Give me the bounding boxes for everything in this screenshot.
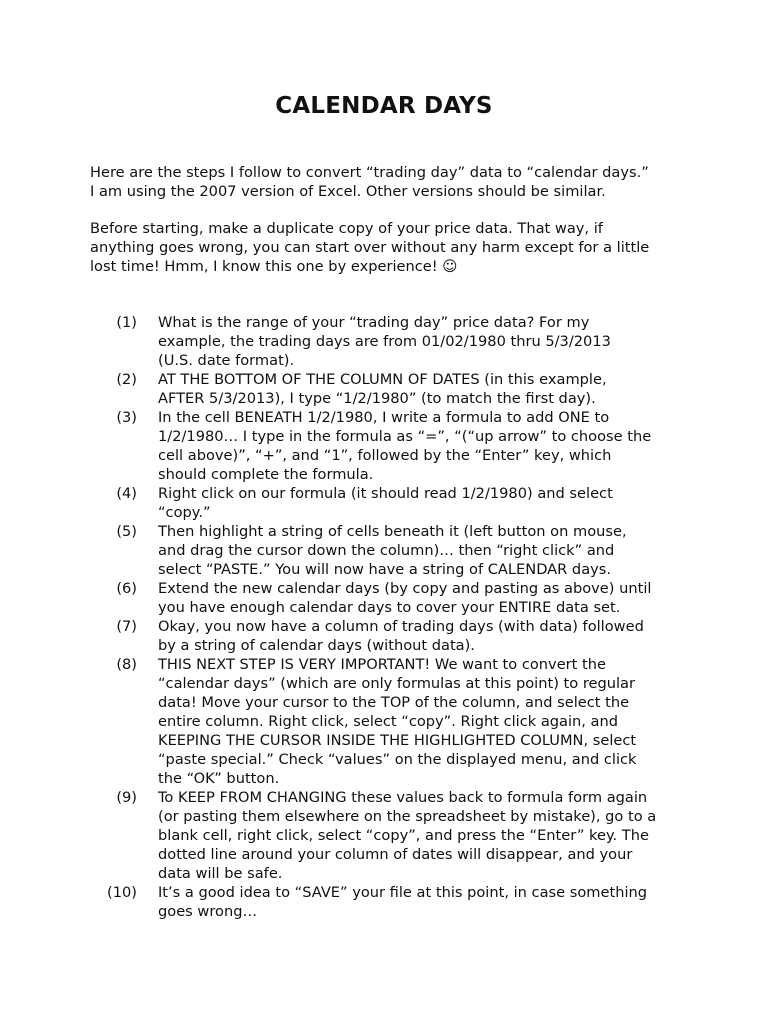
- step-item: [90, 579, 700, 617]
- text-line: Here are the steps I follow to convert “trading day” data to “calendar days.”: [90, 164, 649, 181]
- text-line: It’s a good idea to “SAVE” your file at this point, in case something: [158, 884, 648, 901]
- text-line: goes wrong…: [158, 903, 258, 920]
- step-number: (1): [116, 314, 137, 331]
- text-line: To KEEP FROM CHANGING these values back to formula form again: [158, 789, 648, 806]
- text-line: AT THE BOTTOM OF THE COLUMN OF DATES (in this example,: [158, 371, 607, 388]
- text-line: What is the range of your “trading day” price data? For my: [158, 314, 590, 331]
- step-item: [90, 484, 700, 522]
- text-line: cell above)”, “+”, and “1”, followed by the “Enter” key, which: [158, 447, 612, 464]
- intro-paragraph: [90, 163, 690, 201]
- step-item: [90, 617, 700, 655]
- step-text: [158, 313, 700, 370]
- text-line: data! Move your cursor to the TOP of the column, and select the: [158, 694, 630, 711]
- step-text: [158, 883, 700, 921]
- page-title: CALENDAR DAYS: [275, 93, 493, 119]
- step-text: [158, 522, 700, 579]
- step-item: [90, 883, 700, 921]
- text-line: entire column. Right click, select “copy”. Right click again, and: [158, 713, 619, 730]
- backup-paragraph: [90, 219, 690, 276]
- text-line: I am using the 2007 version of Excel. Other versions should be similar.: [90, 183, 606, 200]
- step-number: (9): [116, 789, 137, 806]
- text-line: “calendar days” (which are only formulas at this point) to regular: [158, 675, 635, 692]
- text-line: 1/2/1980… I type in the formula as “=”, “(“up arrow” to choose the: [158, 428, 652, 445]
- step-number: (2): [116, 371, 137, 388]
- step-number: (6): [116, 580, 137, 597]
- steps-list: [90, 313, 700, 921]
- text-line: “copy.”: [158, 504, 211, 521]
- text-line: KEEPING THE CURSOR INSIDE THE HIGHLIGHTED COLUMN, select: [158, 732, 637, 749]
- step-item: [90, 313, 700, 370]
- step-text: [158, 408, 700, 484]
- step-text: [158, 370, 700, 408]
- text-line: (U.S. date format).: [158, 352, 295, 369]
- text-line: you have enough calendar days to cover your ENTIRE data set.: [158, 599, 621, 616]
- text-line: THIS NEXT STEP IS VERY IMPORTANT! We want to convert the: [158, 656, 606, 673]
- text-line: Extend the new calendar days (by copy and pasting as above) until: [158, 580, 652, 597]
- text-line: lost time! Hmm, I know this one by experience! ☺: [90, 258, 458, 275]
- text-line: Right click on our formula (it should read 1/2/1980) and select: [158, 485, 613, 502]
- text-line: dotted line around your column of dates will disappear, and your: [158, 846, 633, 863]
- text-line: AFTER 5/3/2013), I type “1/2/1980” (to match the first day).: [158, 390, 596, 407]
- step-item: [90, 522, 700, 579]
- step-number: (3): [116, 409, 137, 426]
- text-line: In the cell BENEATH 1/2/1980, I write a formula to add ONE to: [158, 409, 610, 426]
- step-number: (5): [116, 523, 137, 540]
- step-item: [90, 370, 700, 408]
- text-line: data will be safe.: [158, 865, 283, 882]
- step-number: (8): [116, 656, 137, 673]
- text-line: the “OK” button.: [158, 770, 280, 787]
- text-line: Okay, you now have a column of trading days (with data) followed: [158, 618, 644, 635]
- step-text: [158, 484, 700, 522]
- text-line: by a string of calendar days (without data).: [158, 637, 475, 654]
- step-number: (10): [107, 884, 137, 901]
- text-line: blank cell, right click, select “copy”, and press the “Enter” key. The: [158, 827, 649, 844]
- text-line: select “PASTE.” You will now have a string of CALENDAR days.: [158, 561, 612, 578]
- text-line: should complete the formula.: [158, 466, 374, 483]
- text-line: Before starting, make a duplicate copy of your price data. That way, if: [90, 220, 603, 237]
- step-number: (4): [116, 485, 137, 502]
- text-line: “paste special.” Check “values” on the displayed menu, and click: [158, 751, 637, 768]
- text-line: and drag the cursor down the column)… then “right click” and: [158, 542, 615, 559]
- step-text: [158, 579, 700, 617]
- text-line: anything goes wrong, you can start over without any harm except for a little: [90, 239, 650, 256]
- text-line: example, the trading days are from 01/02/1980 thru 5/3/2013: [158, 333, 611, 350]
- step-item: [90, 788, 700, 883]
- text-line: Then highlight a string of cells beneath it (left button on mouse,: [158, 523, 627, 540]
- step-text: [158, 617, 700, 655]
- text-line: (or pasting them elsewhere on the spreadsheet by mistake), go to a: [158, 808, 657, 825]
- step-item: [90, 408, 700, 484]
- step-item: [90, 655, 700, 788]
- step-text: [158, 788, 700, 883]
- step-number: (7): [116, 618, 137, 635]
- step-text: [158, 655, 700, 788]
